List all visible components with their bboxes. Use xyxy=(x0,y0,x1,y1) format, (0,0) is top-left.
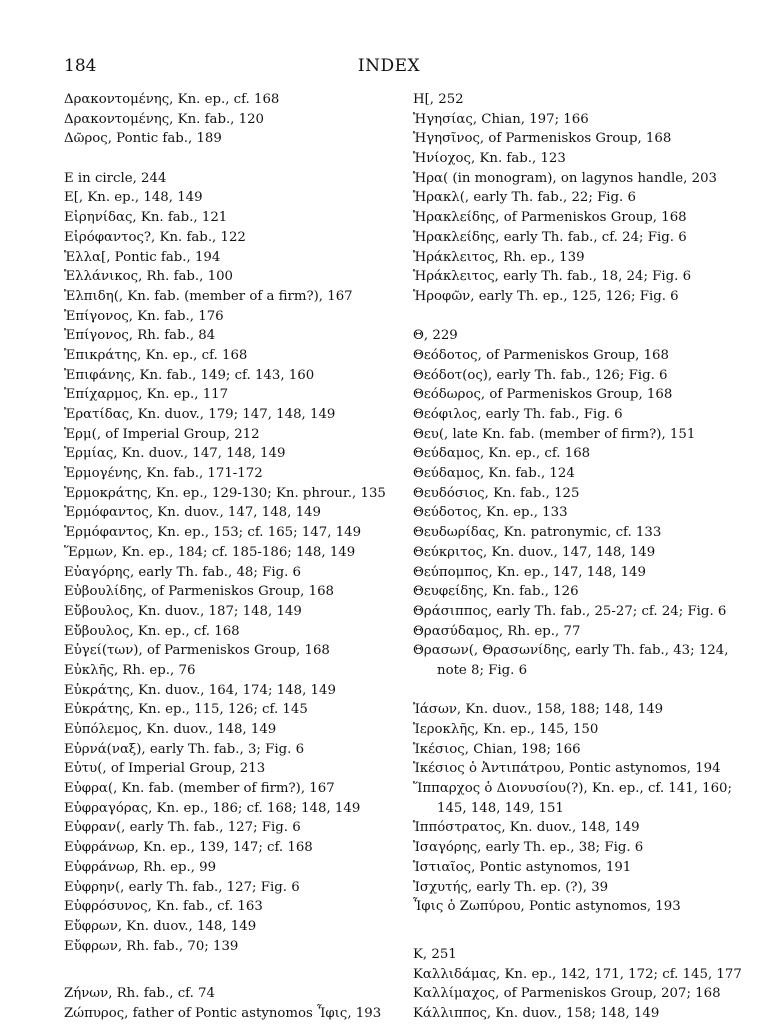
index-entry: Καλλιδάμας, Kn. ep., 142, 171, 172; cf. 145, 177 xyxy=(413,966,742,982)
index-entry: E[, Kn. ep., 148, 149 xyxy=(64,190,203,206)
page-number: 184 xyxy=(64,56,97,76)
index-entry: Εὔβουλος, Kn. duov., 187; 148, 149 xyxy=(64,603,302,619)
index-entry-continuation: 145, 148, 149, 151 xyxy=(437,800,564,816)
index-entry: E in circle, 244 xyxy=(64,170,167,186)
index-entry: Θράσιππος, early Th. fab., 25-27; cf. 24; Fig. 6 xyxy=(413,603,727,619)
index-entry: Ἕρμων, Kn. ep., 184; cf. 185-186; 148, 149 xyxy=(64,544,356,560)
section-gap xyxy=(64,956,424,984)
index-entry: Ἑρμόφαντος, Kn. ep., 153; cf. 165; 147, 149 xyxy=(64,525,362,541)
index-entry: Εὔφρων, Kn. duov., 148, 149 xyxy=(64,918,257,934)
index-entry: Ἡρακλείδης, of Parmeniskos Group, 168 xyxy=(413,210,687,226)
index-entry: Ἰσαγόρης, early Th. ep., 38; Fig. 6 xyxy=(413,840,644,856)
section-gap xyxy=(64,149,424,169)
index-entry: Ἡνίοχος, Kn. fab., 123 xyxy=(413,151,566,167)
index-entry: Εὐπόλεμος, Kn. duov., 148, 149 xyxy=(64,722,277,737)
index-entry: Ἑρμοκράτης, Kn. ep., 129-130; Kn. phrour., 135 xyxy=(64,485,386,501)
index-entry: Θεύπομπος, Kn. ep., 147, 148, 149 xyxy=(413,564,646,580)
index-entry: Εἰρηνίδας, Kn. fab., 121 xyxy=(64,210,228,226)
index-entry: Ἡροφῶν, early Th. ep., 125, 126; Fig. 6 xyxy=(413,288,679,304)
index-entry: Θεόδοτ(ος), early Th. fab., 126; Fig. 6 xyxy=(413,367,668,383)
index-entry: Εὐφρα(, Kn. fab. (member of firm?), 167 xyxy=(64,781,335,797)
index-entry: Εὐβουλίδης, of Parmeniskos Group, 168 xyxy=(64,584,334,600)
index-entry: Ἐρατίδας, Kn. duov., 179; 147, 148, 149 xyxy=(64,407,336,422)
index-entry: Εὔβουλος, Kn. ep., cf. 168 xyxy=(64,623,240,639)
index-entry: Θεύκριτος, Kn. duov., 147, 148, 149 xyxy=(413,544,656,560)
index-entry-continuation: note 8; Fig. 6 xyxy=(437,662,528,678)
index-entry: Ἑρμίας, Kn. duov., 147, 148, 149 xyxy=(64,446,286,462)
index-entry: Εἰρόφαντος?, Kn. fab., 122 xyxy=(64,229,246,245)
index-column-right xyxy=(413,90,773,1024)
index-entry: Ἑρμ(, of Imperial Group, 212 xyxy=(64,426,260,442)
index-entry: Εὐτυ(, of Imperial Group, 213 xyxy=(64,761,266,777)
index-entry: Ἑρμόφαντος, Kn. duov., 147, 148, 149 xyxy=(64,505,321,521)
index-entry: Ἐπιφάνης, Kn. fab., 149; cf. 143, 160 xyxy=(64,367,315,383)
index-entry: Εὐφράνωρ, Kn. ep., 139, 147; cf. 168 xyxy=(64,840,313,856)
index-entry: Εὐκράτης, Kn. ep., 115, 126; cf. 145 xyxy=(64,702,308,718)
index-entry: Εὐρνά(ναξ), early Th. fab., 3; Fig. 6 xyxy=(64,741,305,757)
index-entry: Ἡράκλειτος, Rh. ep., 139 xyxy=(413,249,585,265)
index-entry: Ἶφις ὁ Ζωπύρου, Pontic astynomos, 193 xyxy=(413,899,681,915)
index-entry: Ἐπίχαρμος, Kn. ep., 117 xyxy=(64,387,229,403)
index-entry: Ἑλλάνικος, Rh. fab., 100 xyxy=(64,269,233,285)
index-entry: Δρακοντομένης, Kn. fab., 120 xyxy=(64,111,265,127)
index-entry: Εὐφρην(, early Th. fab., 127; Fig. 6 xyxy=(64,879,300,895)
index-entry: Θεύδαμος, Kn. ep., cf. 168 xyxy=(413,446,591,462)
index-entry: Δρακοντομένης, Kn. ep., cf. 168 xyxy=(64,92,280,107)
index-entry: Θευ(, late Kn. fab. (member of firm?), 151 xyxy=(413,426,696,442)
index-entry: Ἡρα( (in monogram), on lagynos handle, 203 xyxy=(413,170,718,186)
index-entry: H[, 252 xyxy=(413,92,464,107)
index-entry: Εὐαγόρης, early Th. fab., 48; Fig. 6 xyxy=(64,564,302,580)
index-entry: Εὐφράνωρ, Rh. ep., 99 xyxy=(64,859,217,875)
index-entry: Ἡρακλείδης, early Th. fab., cf. 24; Fig. 6 xyxy=(413,229,687,245)
index-entry: Θεόφιλος, early Th. fab., Fig. 6 xyxy=(413,407,623,422)
index-entry: Ἱστιαῖος, Pontic astynomos, 191 xyxy=(413,859,632,875)
index-entry: Ἱππόστρατος, Kn. duov., 148, 149 xyxy=(413,820,640,836)
index-entry: Ἱεροκλῆς, Kn. ep., 145, 150 xyxy=(413,722,599,737)
index-entry: Ζώπυρος, father of Pontic astynomos Ἶφις, 193 xyxy=(64,1005,382,1021)
index-entry: Ἱκέσιος ὁ Ἀντιπάτρου, Pontic astynomos, 194 xyxy=(413,761,721,777)
index-entry: Ἰσχυτής, early Th. ep. (?), 39 xyxy=(413,879,609,895)
index-entry: Ἑρμογένης, Kn. fab., 171-172 xyxy=(64,466,263,482)
section-gap xyxy=(413,307,773,327)
index-entry: Θεύδαμος, Kn. fab., 124 xyxy=(413,466,575,482)
index-entry: Θευδόσιος, Kn. fab., 125 xyxy=(413,485,580,501)
index-entry: Δῶρος, Pontic fab., 189 xyxy=(64,131,222,147)
index-entry: Ἰάσων, Kn. duov., 158, 188; 148, 149 xyxy=(413,702,664,718)
index-entry: Θεόδωρος, of Parmeniskos Group, 168 xyxy=(413,387,673,403)
index-entry: Κάλλιππος, Kn. duov., 158; 148, 149 xyxy=(413,1005,660,1021)
index-entry: Θ, 229 xyxy=(413,328,458,344)
index-entry: Θρασύδαμος, Rh. ep., 77 xyxy=(413,623,581,639)
page-header xyxy=(64,56,714,80)
index-entry: Ἡγησῖνος, of Parmeniskos Group, 168 xyxy=(413,131,672,147)
index-entry: Ζήνων, Rh. fab., cf. 74 xyxy=(64,986,216,1002)
index-entry: Εὐφραν(, early Th. fab., 127; Fig. 6 xyxy=(64,820,301,836)
index-entry: Ἑλλα[, Pontic fab., 194 xyxy=(64,249,221,265)
index-entry: Ἐπίγονος, Kn. fab., 176 xyxy=(64,308,224,324)
index-entry: Ἐπίγονος, Rh. fab., 84 xyxy=(64,328,216,344)
index-entry: Εὔφρων, Rh. fab., 70; 139 xyxy=(64,938,239,954)
index-entry: Εὐφρόσυνος, Kn. fab., cf. 163 xyxy=(64,899,263,915)
section-gap xyxy=(413,917,773,945)
index-entry: Θευφείδης, Kn. fab., 126 xyxy=(413,584,579,600)
index-entry: Εὐγεί(των), of Parmeniskos Group, 168 xyxy=(64,643,330,659)
index-entry: Θεύδοτος, Kn. ep., 133 xyxy=(413,505,568,521)
index-entry: Ἱκέσιος, Chian, 198; 166 xyxy=(413,741,581,757)
section-gap xyxy=(413,681,773,701)
index-entry: Εὐφραγόρας, Kn. ep., 186; cf. 168; 148, 149 xyxy=(64,800,361,816)
index-entry: Ἡράκλειτος, early Th. fab., 18, 24; Fig. 6 xyxy=(413,269,692,285)
index-entry: Ἵππαρχος ὁ Διονυσίου(?), Kn. ep., cf. 141, 160; xyxy=(413,781,733,797)
index-entry: Θεόδοτος, of Parmeniskos Group, 168 xyxy=(413,347,669,363)
index-entry: Ἡρακλ(, early Th. fab., 22; Fig. 6 xyxy=(413,190,636,206)
running-title: INDEX xyxy=(357,56,421,76)
index-entry: Ἡγησίας, Chian, 197; 166 xyxy=(413,111,589,127)
index-entry: Θευδωρίδας, Kn. patronymic, cf. 133 xyxy=(413,525,662,541)
index-entry: K, 251 xyxy=(413,946,457,962)
index-entry: Ἐπικράτης, Kn. ep., cf. 168 xyxy=(64,347,248,363)
index-column-left xyxy=(64,90,424,1024)
index-entry: Θρασων(, Θρασωνίδης, early Th. fab., 43; 124, xyxy=(413,643,729,659)
index-entry: Καλλίμαχος, of Parmeniskos Group, 207; 168 xyxy=(413,986,721,1002)
index-entry: Ἐλπιδη(, Kn. fab. (member of a firm?), 167 xyxy=(64,288,353,304)
index-entry: Εὐκλῆς, Rh. ep., 76 xyxy=(64,662,196,678)
index-entry: Εὐκράτης, Kn. duov., 164, 174; 148, 149 xyxy=(64,682,336,698)
